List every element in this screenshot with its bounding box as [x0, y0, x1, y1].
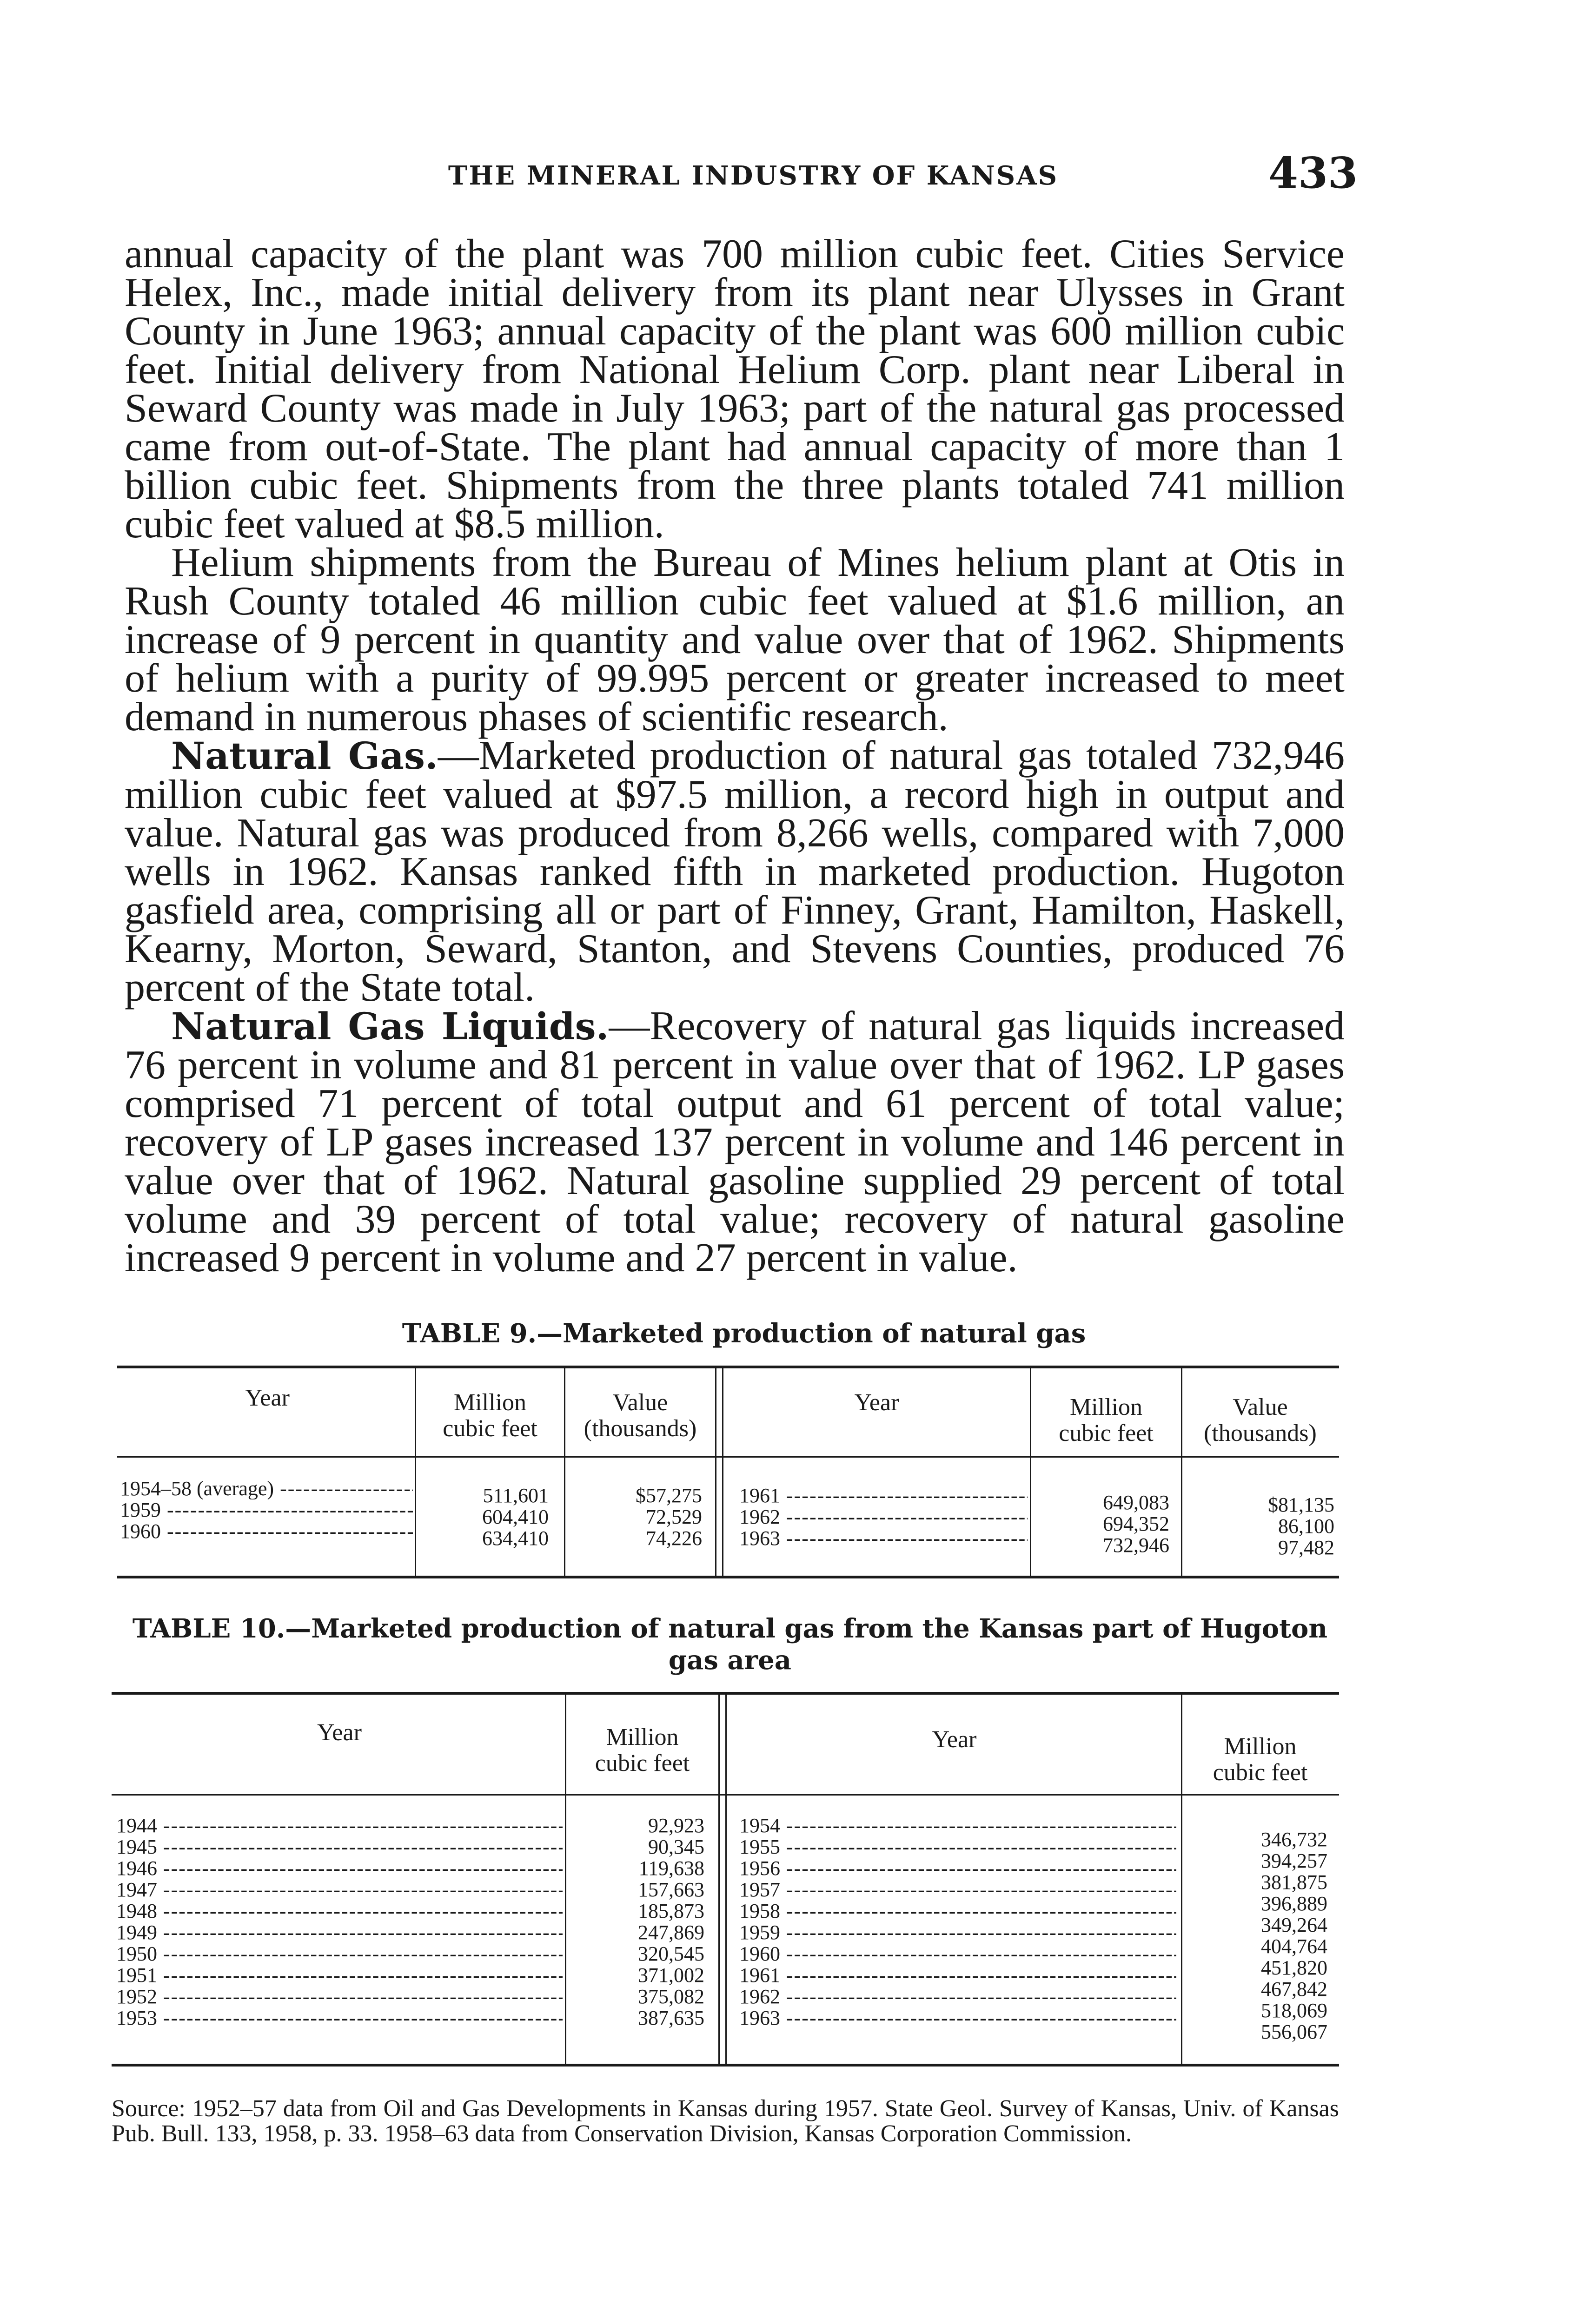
- heading-natural-gas-liquids: Natural Gas Liquids.: [171, 1004, 609, 1048]
- table-10-right-years: [739, 1815, 1176, 2029]
- table-row-year: 1952 -----: [116, 1986, 563, 2007]
- table-row-year: 1953 -----: [116, 2007, 563, 2029]
- table-cell-value: 694,352: [1103, 1512, 1169, 1535]
- table-cell-value: 556,067: [1261, 2020, 1327, 2043]
- header-line: Million: [453, 1389, 527, 1416]
- table-row-year: 1954–58 (average) -----: [120, 1478, 413, 1499]
- body-text: [125, 231, 1345, 1281]
- page-number: 433: [1268, 148, 1358, 198]
- table-cell-value: 396,889: [1261, 1892, 1327, 1915]
- table-cell-value: 86,100: [1278, 1515, 1334, 1538]
- natural-gas-text: —Marketed production of natural gas totaled 732,946 million cubic feet valued at $97.5 million, a record high in output and value. Natural gas was produced from 8,266 wells, compared with 7,000 wells in 1962. Kansas ranked fifth in marketed production. Hugoton gasfield area, comprising all or part of Finney, Grant, Hamilton, Haskell, Kearny, Morton, Seward, Stanton, and Stevens Counties, produced 76 percent of the State total.: [125, 733, 1345, 1010]
- table-9-header-year-right: Year: [854, 1389, 899, 1416]
- table-9-header-value-right: [1182, 1394, 1338, 1446]
- table-row-year: 1946 -----: [116, 1858, 563, 1879]
- table-row-year: 1960 -----: [120, 1521, 413, 1542]
- header-line: cubic feet: [443, 1415, 537, 1442]
- table-cell-value: 90,345: [648, 1835, 704, 1858]
- table-row-year: 1945 -----: [116, 1836, 563, 1858]
- table-9-top-rule: [117, 1366, 1339, 1368]
- table-cell-value: 732,946: [1103, 1534, 1169, 1557]
- table-10-bottom-rule: [112, 2064, 1339, 2067]
- table-row-year: 1951 -----: [116, 1965, 563, 1986]
- table-9-header-million: [416, 1390, 564, 1442]
- table-10-center-divider: [718, 1695, 720, 2064]
- header-line: cubic feet: [595, 1750, 690, 1776]
- table-row-year: 1961 -----: [739, 1485, 1028, 1506]
- table-9-bottom-rule: [117, 1576, 1339, 1578]
- table-10-header-million: [566, 1724, 718, 1776]
- table-10-caption: [112, 1613, 1348, 1676]
- table-cell-value: $81,135: [1268, 1493, 1334, 1516]
- table-9-header-value: [565, 1390, 715, 1442]
- table-row-year: 1961 -----: [739, 1965, 1176, 1986]
- table-9-right-cubic-feet: [1035, 1492, 1169, 1556]
- table-cell-value: 74,226: [646, 1527, 702, 1550]
- header-line: Million: [606, 1724, 679, 1750]
- header-line: (thousands): [584, 1415, 697, 1442]
- table-9-left-years: [120, 1478, 413, 1542]
- table-9-left-cubic-feet: [418, 1485, 549, 1549]
- table-9-caption: TABLE 9.—Marketed production of natural gas: [402, 1318, 1086, 1349]
- heading-natural-gas: Natural Gas.: [171, 734, 438, 778]
- table-row-year: 1962 -----: [739, 1506, 1028, 1528]
- table-row-year: 1963 -----: [739, 1528, 1028, 1549]
- table-10-right-cubic-feet: [1188, 1829, 1327, 2043]
- table-row-year: 1963 -----: [739, 2007, 1176, 2029]
- table-cell-value: 404,764: [1261, 1935, 1327, 1958]
- table-cell-value: $57,275: [636, 1484, 702, 1507]
- table-cell-value: 604,410: [482, 1505, 549, 1528]
- header-line: Value: [1233, 1394, 1288, 1420]
- table-row-year: 1949 -----: [116, 1922, 563, 1943]
- table-cell-value: 157,663: [638, 1878, 704, 1901]
- running-title: THE MINERAL INDUSTRY OF KANSAS: [448, 160, 1059, 191]
- table-cell-value: 185,873: [638, 1900, 704, 1922]
- table-cell-value: 375,082: [638, 1985, 704, 2008]
- table-row-year: 1948 -----: [116, 1901, 563, 1922]
- table-row-year: 1959 -----: [739, 1922, 1176, 1943]
- table-row-year: 1960 -----: [739, 1943, 1176, 1965]
- table-row-year: 1957 -----: [739, 1879, 1176, 1901]
- table-9-header-million-right: [1031, 1394, 1181, 1446]
- table-10-left-cubic-feet: [570, 1815, 704, 2029]
- header-line: Million: [1224, 1733, 1297, 1760]
- table-row-year: 1959 -----: [120, 1499, 413, 1521]
- table-row-year: 1944 -----: [116, 1815, 563, 1836]
- header-line: (thousands): [1204, 1420, 1317, 1446]
- table-row-year: 1954 -----: [739, 1815, 1176, 1836]
- table-row-year: 1947 -----: [116, 1879, 563, 1901]
- header-line: Value: [612, 1389, 668, 1416]
- table-row-year: 1958 -----: [739, 1901, 1176, 1922]
- table-cell-value: 97,482: [1278, 1536, 1334, 1559]
- table-cell-value: 649,083: [1103, 1491, 1169, 1514]
- paragraph-natural-gas: [125, 733, 1345, 1010]
- table-10-caption-line: TABLE 10.—Marketed production of natural gas from the Kansas part of Hugoton: [132, 1613, 1328, 1644]
- header-line: Million: [1069, 1394, 1143, 1420]
- paragraph-helium-plants: annual capacity of the plant was 700 million cubic feet. Cities Service Helex, Inc., made initial delivery from its plant near Ulysses in Grant County in June 1963; annual capacity of the plant was 600 million cubic feet. Initial delivery from National Helium Corp. plant near Liberal in Seward County was made in July 1963; part of the natural gas processed came from out-of-State. The plant had annual capacity of more than 1 billion cubic feet. Shipments from the three plants totaled 741 million cubic feet valued at $8.5 million.: [125, 231, 1345, 547]
- table-10-header-million-right: [1182, 1734, 1338, 1786]
- table-cell-value: 349,264: [1261, 1914, 1327, 1936]
- table-row-year: 1956 -----: [739, 1858, 1176, 1879]
- table-cell-value: 511,601: [483, 1484, 549, 1507]
- table-cell-value: 451,820: [1261, 1956, 1327, 1979]
- table-10-header-year-right: Year: [932, 1726, 977, 1753]
- table-cell-value: 72,529: [646, 1505, 702, 1528]
- table-row-year: 1955 -----: [739, 1836, 1176, 1858]
- table-10-header-year: Year: [317, 1719, 362, 1746]
- table-cell-value: 346,732: [1261, 1828, 1327, 1851]
- header-line: cubic feet: [1059, 1420, 1154, 1446]
- table-cell-value: 387,635: [638, 2007, 704, 2029]
- natural-gas-liquids-text: —Recovery of natural gas liquids increased 76 percent in volume and 81 percent in value over that of 1962. LP gases comprised 71 percent of total output and 61 percent of total value; recovery of LP gases increased 137 percent in volume and 146 percent in value over that of 1962. Natural gasoline supplied 29 percent of total volume and 39 percent of total value; recovery of natural gasoline increased 9 percent in volume and 27 percent in value.: [125, 1004, 1345, 1281]
- table-10-center-divider: [725, 1695, 727, 2064]
- table-cell-value: 320,545: [638, 1942, 704, 1965]
- table-cell-value: 394,257: [1261, 1849, 1327, 1872]
- table-10-caption-line: gas area: [668, 1645, 792, 1676]
- table-cell-value: 119,638: [638, 1857, 704, 1880]
- table-9-center-divider: [715, 1368, 716, 1576]
- table-cell-value: 634,410: [482, 1527, 549, 1550]
- table-row-year: 1962 -----: [739, 1986, 1176, 2007]
- table-cell-value: 371,002: [638, 1964, 704, 1987]
- table-row-year: 1950 -----: [116, 1943, 563, 1965]
- table-cell-value: 247,869: [638, 1921, 704, 1944]
- table-9-right-years: [739, 1485, 1028, 1549]
- table-cell-value: 381,875: [1261, 1871, 1327, 1894]
- table-9-header-rule: [117, 1456, 1339, 1458]
- table-9-left-value: [567, 1485, 702, 1549]
- table-cell-value: 518,069: [1261, 1999, 1327, 2022]
- paragraph-natural-gas-liquids: [125, 1004, 1345, 1281]
- table-cell-value: 467,842: [1261, 1978, 1327, 2000]
- table-9-header-year: Year: [245, 1385, 290, 1411]
- source-note: Source: 1952–57 data from Oil and Gas Developments in Kansas during 1957. State Geol. Survey of Kansas, Univ. of Kansas Pub. Bull. 133, 1958, p. 33. 1958–63 data from Conservation Division, Kansas Corporation Commission.: [112, 2095, 1339, 2147]
- table-10-left-years: [116, 1815, 563, 2029]
- paragraph-helium-shipments: Helium shipments from the Bureau of Mines helium plant at Otis in Rush County totaled 46 million cubic feet valued at $1.6 million, an increase of 9 percent in quantity and value over that of 1962. Shipments of helium with a purity of 99.995 percent or greater increased to meet demand in numerous phases of scientific research.: [125, 540, 1345, 739]
- header-line: cubic feet: [1213, 1759, 1308, 1786]
- table-9-right-value: [1186, 1494, 1334, 1558]
- table-cell-value: 92,923: [648, 1814, 704, 1837]
